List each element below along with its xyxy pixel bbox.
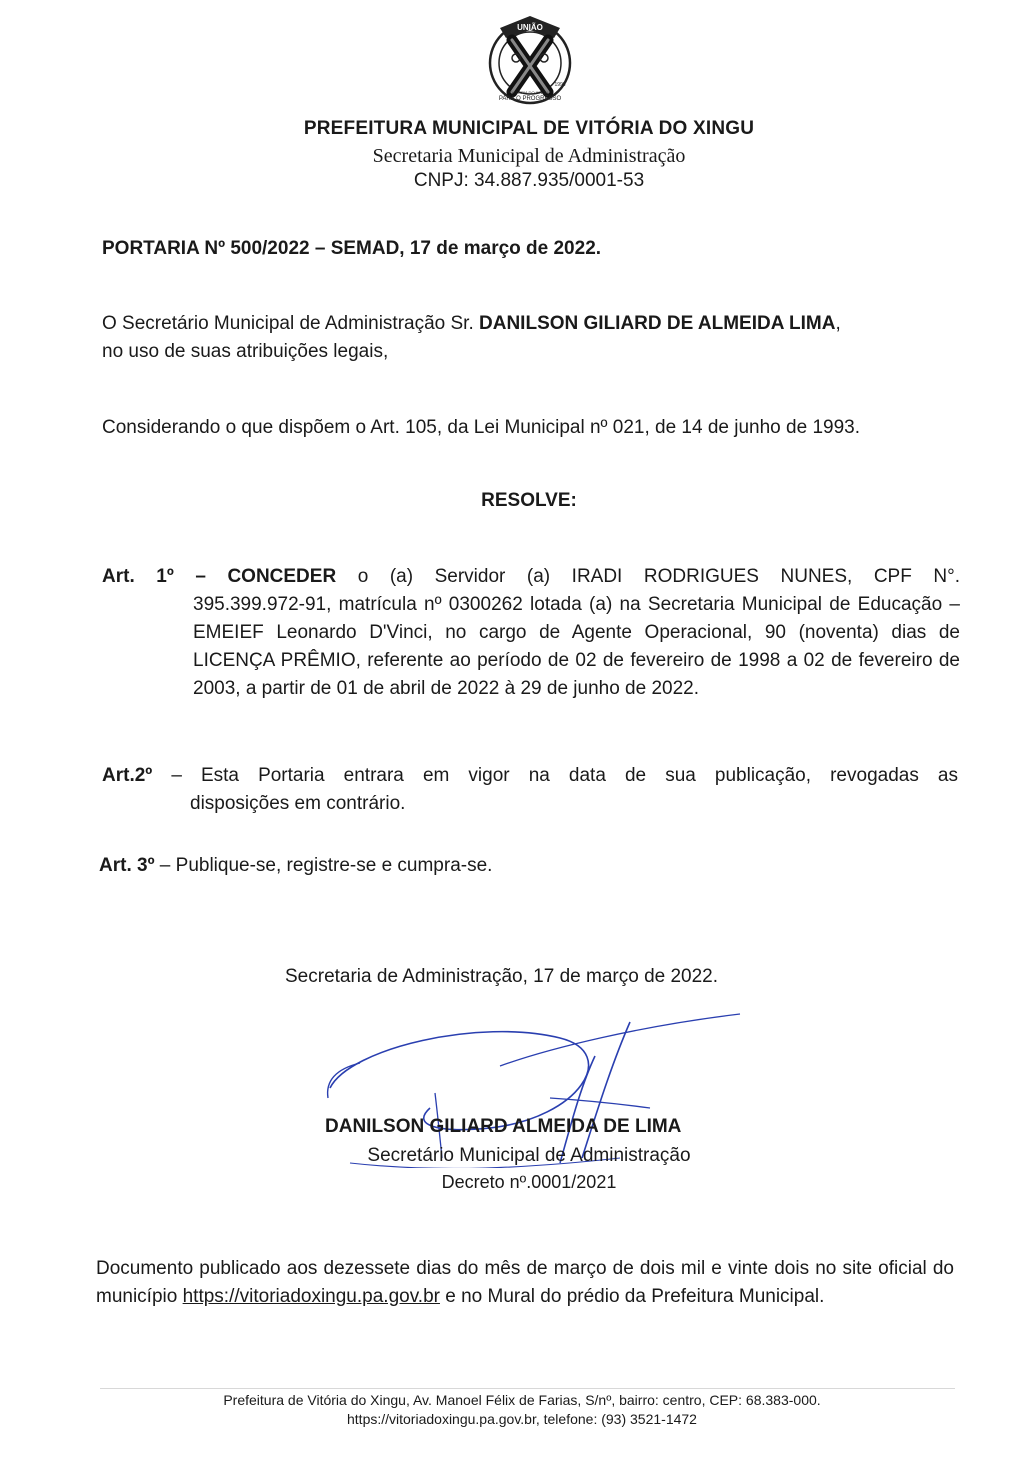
article-2-first-line [102,762,958,790]
svg-text:PARA O PROGRESSO: PARA O PROGRESSO [498,96,562,102]
intro-suffix: , [835,313,841,334]
considerando-paragraph: Considerando o que dispõem o Art. 105, da Lei Municipal nº 021, de 14 de junho de 1993. [102,417,860,438]
intro-line2: no uso de suas atribuições legais, [102,341,389,362]
footer-address: Prefeitura de Vitória do Xingu, Av. Manoel Félix de Farias, S/nº, bairro: centro, CEP: 68.383-000. [223,1392,821,1408]
intro-name: DANILSON GILIARD DE ALMEIDA LIMA [479,313,836,334]
header-title: PREFEITURA MUNICIPAL DE VITÓRIA DO XINGU [303,118,755,139]
publication-text-before: Documento publicado aos dezessete dias do mês de março de dois mil e vinte dois no site oficial do município [96,1258,954,1307]
header-subtitle: Secretaria Municipal de Administração [372,145,686,167]
place-and-date: Secretaria de Administração, 17 de março de 2022. [285,966,719,987]
publication-notice [96,1255,954,1311]
footer-contact: https://vitoriadoxingu.pa.gov.br, telefone: (93) 3521-1472 [347,1411,697,1427]
municipality-website-link[interactable]: https://vitoriadoxingu.pa.gov.br [182,1286,440,1307]
svg-text:UNIÃO: UNIÃO [517,23,543,32]
signatory-name: DANILSON GILIARD ALMEIDA DE LIMA [325,1116,682,1137]
article-1-body: 395.399.972-91, matrícula nº 0300262 lotada (a) na Secretaria Municipal de Educação – EMEIEF Leonardo D'Vinci, no cargo de Agente Operacional, 90 (noventa) dias de LICENÇA PRÊMIO, referente ao período de 02 de fevereiro de 1998 a 02 de fevereiro de 2003, a partir de 01 de abril de 2022 à 29 de junho de 2022. [193,594,960,699]
header-cnpj: CNPJ: 34.887.935/0001-53 [413,170,645,191]
intro-prefix: O Secretário Municipal de Administração Sr. [102,313,480,334]
signatory-role: Secretário Municipal de Administração [367,1145,691,1166]
article-1-label: Art. 1º – [102,566,228,587]
article-3-text: – Publique-se, registre-se e cumpra-se. [154,855,493,876]
article-1-first-line [102,563,960,591]
article-1-head-text: o (a) Servidor (a) IRADI RODRIGUES NUNES, CPF N°. [336,566,960,587]
article-2-body: disposições em contrário. [190,793,406,814]
article-1-verb: CONCEDER [227,566,337,587]
handwritten-signature [320,1008,750,1168]
intro-paragraph [102,310,962,366]
signatory-decree: Decreto nº.0001/2021 [441,1172,617,1192]
publication-text-after: e no Mural do prédio da Prefeitura Municipal. [439,1286,825,1307]
svg-text:1993: 1993 [554,82,566,88]
article-2-label: Art.2º [102,765,153,786]
resolve-heading: RESOLVE: [481,490,577,511]
municipal-seal-icon [480,8,580,108]
footer-divider [100,1388,955,1389]
article-2-head-text: – Esta Portaria entrara em vigor na data de sua publicação, revogadas as [152,765,958,786]
svg-text:VITÓRIA DO XINGU: VITÓRIA DO XINGU [511,90,549,95]
article-3-label: Art. 3º [99,855,155,876]
article-3 [99,852,492,880]
portaria-title: PORTARIA Nº 500/2022 – SEMAD, 17 de março de 2022. [102,238,602,259]
